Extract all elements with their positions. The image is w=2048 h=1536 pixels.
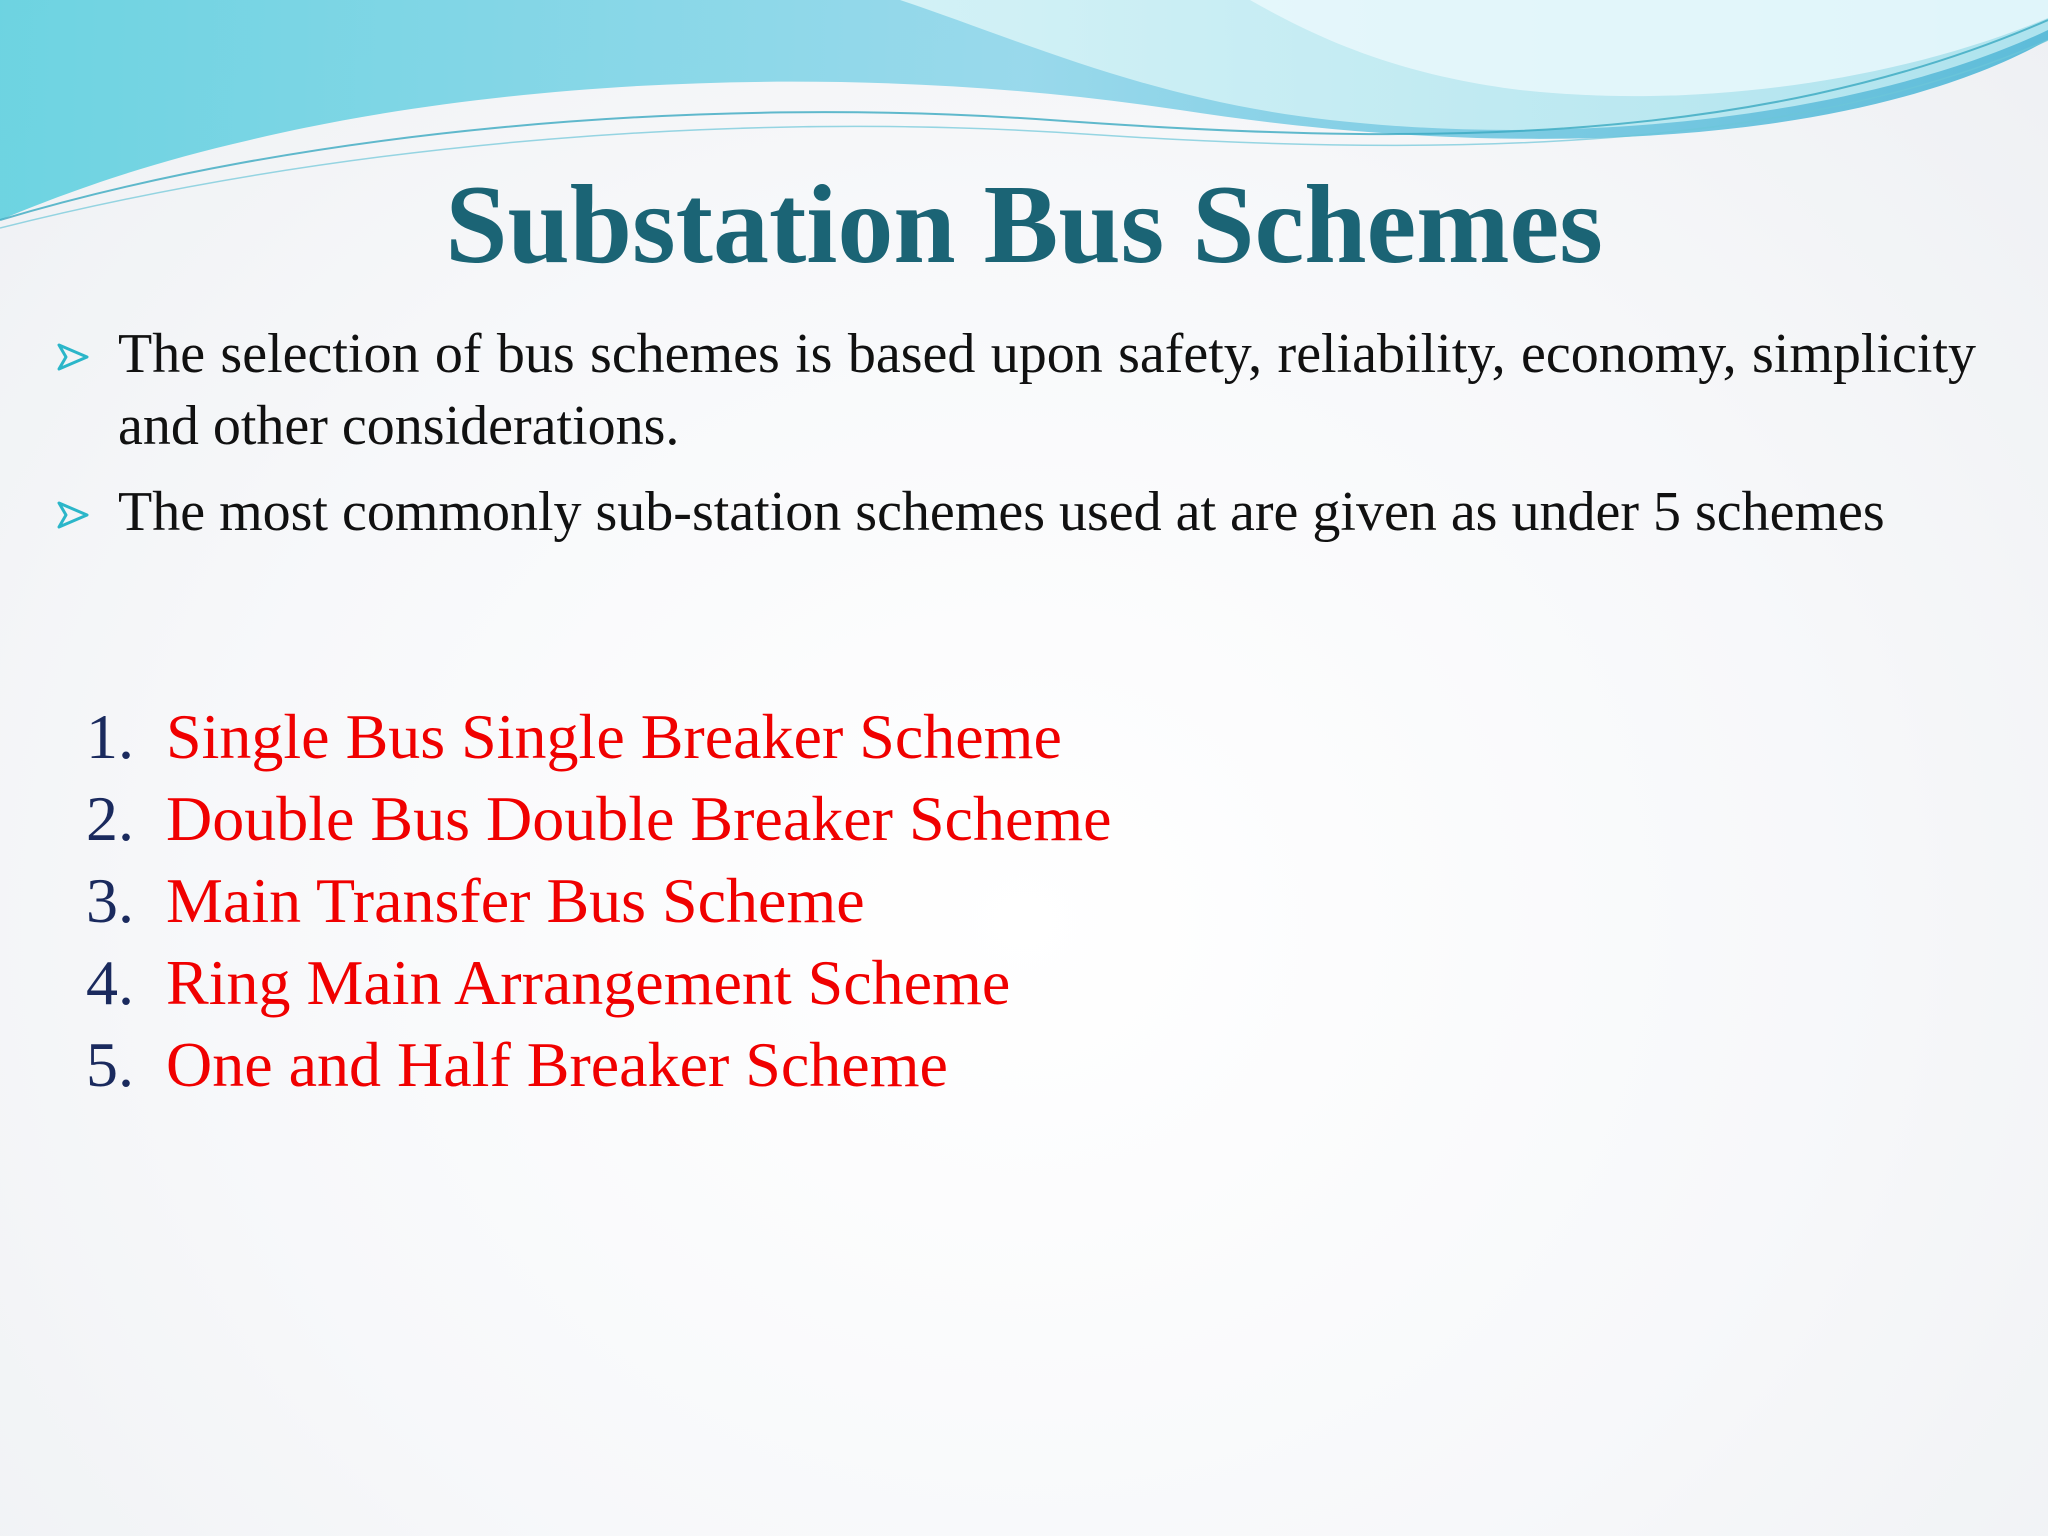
- bullet-text: The selection of bus schemes is based upon safety, reliability, economy, simplicity and other considerations.: [118, 323, 1976, 457]
- scheme-label: Main Transfer Bus Scheme: [166, 865, 865, 936]
- slide-title: Substation Bus Schemes: [445, 163, 1603, 287]
- scheme-item: [86, 1024, 1112, 1106]
- bullet-list: [56, 318, 1976, 562]
- scheme-label: Single Bus Single Breaker Scheme: [166, 701, 1062, 772]
- scheme-item: [86, 860, 1112, 942]
- scheme-list: [86, 696, 1112, 1106]
- bullet-text: The most commonly sub-station schemes used at are given as under 5 schemes: [118, 481, 1885, 543]
- scheme-item: [86, 942, 1112, 1024]
- scheme-number: 5.: [86, 1029, 134, 1100]
- bullet-item: [56, 318, 1976, 462]
- scheme-item: [86, 778, 1112, 860]
- scheme-number: 4.: [86, 947, 134, 1018]
- scheme-number: 1.: [86, 701, 134, 772]
- scheme-label: One and Half Breaker Scheme: [166, 1029, 948, 1100]
- scheme-label: Ring Main Arrangement Scheme: [166, 947, 1011, 1018]
- arrow-bullet-icon: [56, 342, 90, 372]
- scheme-number: 2.: [86, 783, 134, 854]
- arrow-bullet-icon: [56, 500, 90, 530]
- scheme-label: Double Bus Double Breaker Scheme: [166, 783, 1112, 854]
- scheme-number: 3.: [86, 865, 134, 936]
- scheme-item: [86, 696, 1112, 778]
- bullet-item: [56, 476, 1976, 548]
